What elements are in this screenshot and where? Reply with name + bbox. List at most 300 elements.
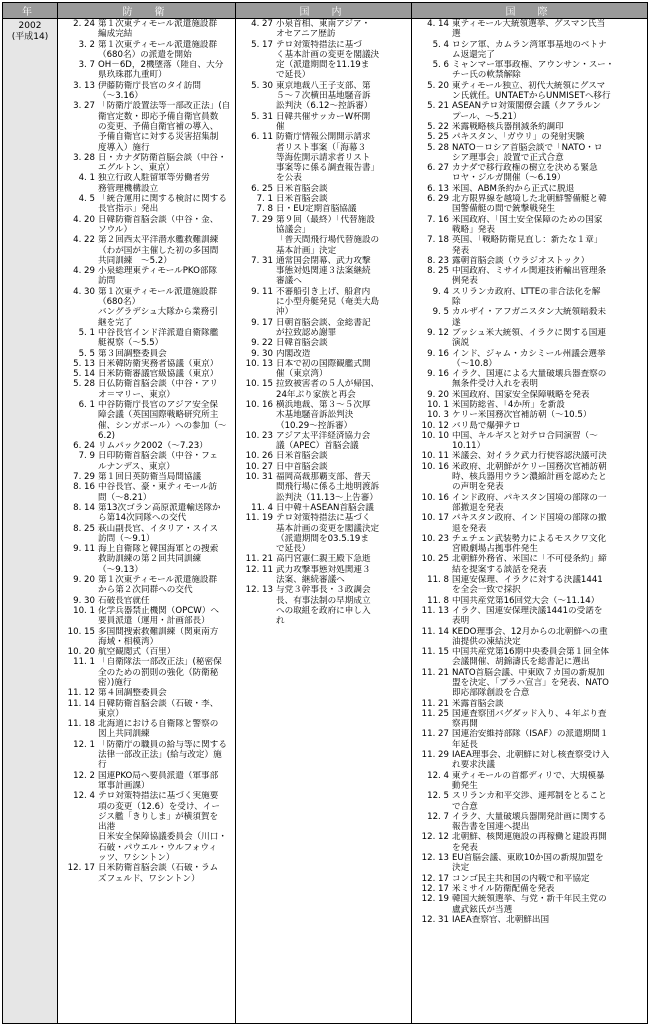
event-date: 9. 11	[251, 286, 273, 297]
event-date: 11. 21	[245, 554, 273, 565]
event-line: 第１次東ティモール派遣施設群	[98, 19, 218, 29]
event-text	[452, 81, 647, 102]
event-date: 5. 31	[251, 111, 273, 122]
international-event	[412, 575, 647, 596]
international-event	[412, 750, 647, 771]
international-event	[412, 431, 647, 452]
event-text	[276, 585, 411, 626]
international-event	[412, 627, 647, 648]
event-date: 9. 17	[251, 317, 273, 328]
event-date: 6. 24	[73, 441, 95, 452]
event-date	[236, 235, 276, 256]
event-text	[276, 256, 411, 287]
event-date: 5. 1	[78, 327, 95, 338]
event-line: 決定	[452, 863, 470, 874]
event-date: 10. 1	[427, 399, 449, 410]
event-line: チー氏の軟禁解除	[452, 70, 521, 81]
event-date: 4. 22	[73, 235, 95, 246]
event-line: プール、～5.21）	[452, 111, 522, 122]
event-date: 12. 11	[245, 564, 273, 575]
event-date: 11. 21	[421, 667, 449, 678]
event-text	[452, 19, 647, 40]
event-date: 6. 11	[251, 132, 273, 143]
event-line: 法律一部改正法」(給与改定）施	[98, 750, 222, 761]
event-line: 高円宮憲仁親王殿下急逝	[276, 554, 371, 565]
international-event	[412, 884, 647, 894]
international-event	[412, 812, 647, 833]
event-line: 米ミサイル防衛配備を発表	[452, 883, 555, 894]
event-text	[98, 400, 235, 441]
event-text	[98, 863, 235, 884]
event-line: 日仏防衛首脳会談（中谷・アリ	[98, 379, 218, 390]
event-line: 年延長	[452, 739, 478, 750]
event-text	[98, 627, 235, 648]
event-line: 務管理機構設立	[98, 183, 159, 194]
event-text	[276, 462, 411, 472]
event-line: れ要求決議	[452, 760, 495, 771]
event-date: 5. 5	[78, 348, 95, 359]
event-line: テロ対策特措法に基づく実施要	[98, 791, 219, 802]
domestic-event	[236, 19, 411, 40]
event-line: 中国政府、ミサイル関連技術輸出管理条	[452, 266, 607, 277]
event-text	[452, 647, 647, 668]
event-line: 海域・相模湾）	[98, 636, 159, 647]
event-line: 継を完了	[98, 317, 133, 328]
event-line: 小泉首相、東南アジア・	[276, 19, 371, 29]
event-line: パキスタン、「ガウリ」の発射実験	[452, 132, 585, 143]
event-line: カナダで移行政権の樹立を決める緊急	[452, 163, 598, 174]
event-date: 12. 17	[421, 873, 449, 884]
event-line: 日・EU定期首脳協議	[276, 204, 357, 215]
event-text	[98, 657, 235, 688]
event-line: 中谷防衛庁長官のアジア安全保	[98, 399, 218, 410]
event-line: 催（東京湾）	[276, 369, 328, 380]
event-line: 要員派遣（運用・計画部長）	[98, 616, 210, 627]
event-line: ASEANテロ対策閣僚会議（クアラルン	[452, 101, 601, 112]
event-line: 出港	[98, 822, 116, 833]
event-date: 10. 16	[421, 461, 449, 472]
event-date: 6. 1	[78, 399, 95, 410]
event-date: 3. 28	[73, 152, 95, 163]
event-text	[452, 750, 647, 771]
event-line: ルナンデス、東京）	[98, 461, 175, 472]
event-text	[98, 791, 235, 863]
event-text	[98, 287, 235, 328]
event-date: 3. 2	[78, 39, 95, 50]
event-line: 米露首脳会談	[452, 698, 504, 709]
event-text	[98, 740, 235, 771]
event-line: 独立行政人駐留軍等労働者労	[98, 173, 210, 184]
event-line: 者リスト事案（「海幕３	[276, 142, 367, 153]
event-line: コンゴ民主共和国の内戦で和平協定	[452, 873, 590, 884]
event-date: 9. 30	[251, 348, 273, 359]
event-line: 福岡高裁那覇支部、普天	[276, 472, 371, 483]
defense-event	[58, 328, 235, 349]
event-date: 5. 30	[251, 80, 273, 91]
event-text	[276, 184, 411, 194]
domestic-event	[236, 472, 411, 503]
event-text	[452, 431, 647, 452]
international-event	[412, 874, 647, 884]
international-event	[412, 400, 647, 410]
event-line: ロシア軍、カムラン湾軍事基地のベトナ	[452, 39, 607, 50]
international-event	[412, 668, 647, 699]
event-line: 密）)施行	[98, 678, 132, 688]
international-event	[412, 60, 647, 81]
event-line: （680名）の派遣を開始	[98, 49, 192, 60]
international-event	[412, 647, 647, 668]
event-line: 日米防衛首脳会談（石破・ラム	[98, 863, 219, 874]
event-line: 行	[98, 760, 107, 771]
event-line: 長、有事法制の早期成立	[276, 595, 371, 606]
international-event	[412, 554, 647, 575]
event-line: 訟判決（6.12～控訴審）	[276, 101, 373, 112]
event-line: 海上自衛隊と韓国海軍との捜索	[98, 544, 219, 555]
event-date: 8. 23	[427, 255, 449, 266]
event-line: 会議開催、胡錦濤氏を総書記に選出	[452, 657, 590, 668]
year-row	[3, 19, 648, 1024]
international-event	[412, 328, 647, 349]
defense-event	[58, 740, 235, 771]
event-text	[98, 19, 235, 40]
event-line: パキスタン政府、インド国境の部隊の撤	[452, 513, 607, 524]
international-event	[412, 307, 647, 328]
header-year: 年	[3, 3, 58, 19]
event-date: 5. 28	[73, 379, 95, 390]
event-text	[98, 81, 235, 102]
event-line: 退を発表	[452, 523, 487, 534]
international-event	[412, 40, 647, 61]
event-line: 日中韓＋ASEAN首脳会議	[276, 502, 374, 513]
event-line: に小型舟艇発見（奄美大島	[276, 297, 380, 308]
defense-event	[58, 194, 235, 215]
defense-event	[58, 173, 235, 194]
event-date: 6. 27	[427, 163, 449, 174]
event-date: 5. 21	[427, 101, 449, 112]
domestic-event	[236, 204, 411, 214]
event-date: 12. 13	[421, 853, 449, 864]
event-date: 12. 19	[421, 894, 449, 905]
event-text	[452, 163, 647, 184]
event-line: で合意	[452, 801, 478, 812]
event-date: 9. 4	[432, 286, 449, 297]
event-date: 11. 8	[427, 575, 449, 586]
event-line: スリランカ政府、LTTEの非合法化を解	[452, 286, 601, 297]
event-date: 4. 14	[427, 19, 449, 29]
event-date: 11. 14	[67, 698, 95, 709]
domestic-event	[236, 554, 411, 564]
event-date: 8. 14	[73, 502, 95, 513]
event-line: く基本計画の変更を閣議決	[276, 49, 380, 60]
event-line: 航空観閲式（百里）	[98, 647, 176, 658]
event-line: 日中首脳会談	[276, 461, 328, 472]
event-line: （わが国が主催した初の多国間	[98, 245, 219, 256]
header-defense: 防 衛	[58, 3, 236, 19]
event-text	[452, 884, 647, 894]
event-line: 日米首脳会談	[276, 194, 328, 205]
domestic-event	[236, 81, 411, 112]
international-event	[412, 493, 647, 514]
event-text	[452, 915, 647, 925]
event-text	[452, 668, 647, 699]
event-date: 5. 14	[73, 369, 95, 380]
event-text	[452, 390, 647, 400]
defense-event	[58, 699, 235, 720]
event-line: インド、ジャム・カシミール州議会選挙	[452, 348, 606, 359]
event-date: 12. 31	[421, 914, 449, 925]
event-line: で延長）	[276, 544, 311, 555]
event-line: 盧武鉉氏が当選	[452, 904, 513, 915]
event-date: 4. 20	[73, 214, 95, 225]
defense-event	[58, 81, 235, 102]
header-domestic: 国 内	[236, 3, 412, 19]
event-line: ジス艦「きりしま」が横須賀を	[98, 811, 219, 822]
event-line: 与党３幹事長・３政調会	[276, 585, 371, 596]
event-date: 4. 1	[78, 173, 95, 184]
event-text	[452, 853, 647, 874]
event-line: を全会一致で採択	[452, 585, 521, 596]
domestic-event	[236, 338, 411, 348]
event-line: 日印防衛首脳会談（中谷・フェ	[98, 451, 218, 462]
event-text	[452, 832, 647, 853]
event-line: 東京地裁八王子支部、第	[276, 80, 371, 91]
event-line: 木基地騒音訴訟判決	[276, 410, 354, 421]
international-event	[412, 122, 647, 132]
event-line: EU首脳会議、東欧10か国の新規加盟を	[452, 853, 604, 864]
international-event	[412, 853, 647, 874]
domestic-event	[236, 184, 411, 194]
event-line: ケリー米国務次官補訪朝（～10.5）	[452, 410, 592, 421]
event-line: カルザイ・アフガニスタン大統領暗殺未	[452, 307, 607, 318]
event-line: 国警備艇の間で銃撃戦発生	[452, 204, 556, 215]
event-line: （～9.13）	[98, 564, 143, 575]
event-line: 米国政府、国家安全保障戦略を発表	[452, 389, 590, 400]
event-line: 察再開	[452, 719, 478, 730]
international-event	[412, 421, 647, 431]
event-text	[98, 153, 235, 174]
international-event	[412, 513, 647, 534]
event-line: 県玖珠郡九重町）	[98, 70, 167, 81]
event-date: 10. 11	[421, 451, 449, 462]
event-text	[276, 359, 411, 380]
domestic-event	[236, 318, 411, 339]
event-date: 6. 13	[427, 183, 449, 194]
event-line: 北朝鮮、核関連施設の再稼働と建設再開	[452, 832, 607, 843]
event-date: 5. 22	[427, 121, 449, 132]
event-text	[98, 369, 235, 379]
event-line: 第１次東ティモール派遣施設群	[98, 575, 218, 586]
event-line: 韓国大統領選挙、与党・新千年民主党の	[452, 894, 607, 905]
defense-event	[58, 40, 235, 61]
event-line: オセアニア歴訪	[276, 29, 336, 40]
event-line: 中国、キルギスと対テロ合同演習（～	[452, 430, 598, 441]
event-date: 7. 18	[427, 235, 449, 246]
event-line: 東京）	[98, 708, 124, 719]
event-line: 第２回西太平洋潜水艦救難訓練	[98, 235, 219, 246]
event-line: オ＝マリー、東京）	[98, 389, 176, 400]
event-date: 4. 29	[73, 266, 95, 277]
event-line: 報告書を国連へ提出	[452, 822, 530, 833]
event-text	[98, 524, 235, 545]
international-event	[412, 596, 647, 606]
event-line: 長官指示」発出	[98, 204, 159, 215]
international-event	[412, 19, 647, 40]
defense-event	[58, 359, 235, 369]
event-date: 5. 4	[432, 39, 449, 50]
event-line: を発表	[452, 842, 478, 853]
international-event	[412, 163, 647, 184]
event-text	[452, 266, 647, 287]
event-line: 日・カナダ防衛首脳会談（中谷・	[98, 152, 227, 163]
event-line: テロ対策特措法に基づ	[276, 39, 362, 50]
event-date: 12. 1	[73, 739, 95, 750]
defense-event	[58, 771, 235, 792]
event-line: 日本で初の国際観艦式開	[276, 358, 371, 369]
international-event	[412, 349, 647, 370]
event-text	[98, 215, 235, 236]
event-line: 第１次東ティモール派遣施設群	[98, 286, 218, 297]
event-line: 日韓首脳会談	[276, 338, 328, 349]
event-line: 横浜地裁、第３～５次厚	[276, 399, 371, 410]
event-text	[452, 184, 647, 194]
international-event	[412, 771, 647, 792]
event-line: 化学兵器禁止機関（OPCW）へ	[98, 605, 219, 616]
event-date: 5. 6	[432, 60, 449, 71]
event-line: 項の変更（12.6）を受け、イー	[98, 801, 220, 812]
year-western: 2002	[18, 21, 42, 31]
event-date: 9. 20	[73, 575, 95, 586]
defense-event	[58, 575, 235, 596]
defense-event	[58, 503, 235, 524]
event-text	[98, 472, 235, 482]
defense-event	[58, 369, 235, 379]
event-text	[98, 699, 235, 720]
event-line: 例発表	[452, 276, 478, 287]
international-event	[412, 235, 647, 256]
event-line: 演説	[452, 338, 470, 349]
event-text	[452, 709, 647, 730]
international-event	[412, 832, 647, 853]
event-text	[452, 451, 647, 461]
event-text	[98, 719, 235, 740]
event-date: 11. 25	[421, 708, 449, 719]
event-line: 10.11）	[452, 441, 486, 452]
event-line: NATO首脳会議、中東欧７カ国の新規加	[452, 667, 605, 678]
event-text	[452, 554, 647, 575]
international-event	[412, 143, 647, 164]
event-date: 2. 24	[73, 19, 95, 29]
event-text	[452, 256, 647, 266]
event-date: 11. 12	[67, 688, 95, 699]
international-event	[412, 215, 647, 236]
event-line: 国連PKO局へ要員派遣（軍事部	[98, 770, 219, 781]
event-date: 4. 30	[73, 286, 95, 297]
event-date: 6. 29	[427, 194, 449, 205]
event-line: 催	[276, 121, 285, 132]
event-line: 図上共同訓練	[98, 729, 150, 740]
event-text	[452, 462, 647, 493]
event-line: 宮殿劇場占拠事件発生	[452, 544, 538, 555]
event-line: 日韓防衛首脳会談（中谷・金、	[98, 214, 219, 225]
event-text	[98, 544, 235, 575]
event-date: 11. 8	[427, 595, 449, 606]
event-line: アジア太平洋経済協力会	[276, 430, 371, 441]
header-international: 国 際	[412, 3, 648, 19]
event-line: IAEA査察官、北朝鮮出国	[452, 914, 550, 925]
event-text	[276, 400, 411, 431]
event-line: 動発生	[452, 780, 478, 791]
event-line: を公表	[276, 173, 302, 184]
event-date: 7. 16	[427, 214, 449, 225]
event-date: 11. 13	[421, 605, 449, 616]
event-text	[452, 575, 647, 596]
event-line: 不審船引き上げ、船倉内	[276, 286, 371, 297]
event-line: 事案等に係る調査報告書」	[276, 163, 380, 174]
event-line: 「自衛隊法一部改正法」(秘密保	[98, 657, 222, 668]
event-date: 5. 20	[427, 80, 449, 91]
defense-event	[58, 544, 235, 575]
event-line: 北朝鮮外務省、米国に「不可侵条約」締	[452, 554, 607, 565]
event-line: ム返還完了	[452, 49, 495, 60]
event-line: 編成完結	[98, 29, 133, 40]
international-event	[412, 729, 647, 750]
event-line: 結を提案する談話を発表	[452, 564, 547, 575]
event-line: 米国政府、「国土安全保障のための国家	[452, 214, 603, 225]
event-text	[452, 874, 647, 884]
event-line: 「防衛庁設置法等一部改正法」(自	[98, 101, 231, 112]
defense-event	[58, 627, 235, 648]
domestic-event	[236, 431, 411, 452]
defense-event	[58, 287, 235, 328]
event-text	[98, 173, 235, 194]
event-text	[276, 513, 411, 554]
event-line: 訪問	[98, 276, 116, 287]
event-date: 7. 9	[78, 451, 95, 462]
international-event	[412, 894, 647, 915]
event-line: 軍事計画課）	[98, 780, 150, 791]
event-line: IAEA理事会、北朝鮮に対し核査察受け入	[452, 750, 610, 761]
event-date: 10. 13	[245, 358, 273, 369]
event-date: 8. 16	[73, 482, 95, 493]
event-line: エグルトン、東京）	[98, 163, 175, 174]
event-line: の変更、予備自衛官補の導入、	[98, 121, 219, 132]
event-date: 10. 16	[421, 492, 449, 503]
event-line: 衛官定数・即応予備自衛官員数	[98, 111, 219, 122]
international-event	[412, 390, 647, 400]
event-date: 11. 27	[421, 729, 449, 740]
defense-event	[58, 596, 235, 606]
event-text	[98, 359, 235, 369]
event-line: 多国間捜索救難訓練（関東南方	[98, 626, 219, 637]
event-line: ブッシュ米大統領、イラクに関する国連	[452, 327, 606, 338]
event-line: 第３回調整委員会	[98, 348, 167, 359]
domestic-event	[236, 112, 411, 133]
event-line: 小泉総理東ティモールPKO部隊	[98, 266, 218, 277]
event-text	[452, 596, 647, 606]
event-text	[452, 132, 647, 142]
event-text	[98, 647, 235, 657]
event-text	[276, 565, 411, 586]
domestic-event	[236, 359, 411, 380]
event-line: 6.2)	[98, 430, 116, 441]
event-line: 予備自衛官に対する災害招集制	[98, 132, 219, 143]
event-text	[452, 369, 647, 390]
event-date: 10. 10	[421, 430, 449, 441]
event-date: 10. 17	[421, 513, 449, 524]
event-line: 法案、継続審議へ	[276, 575, 345, 586]
domestic-event	[236, 256, 411, 287]
event-text	[276, 472, 411, 503]
